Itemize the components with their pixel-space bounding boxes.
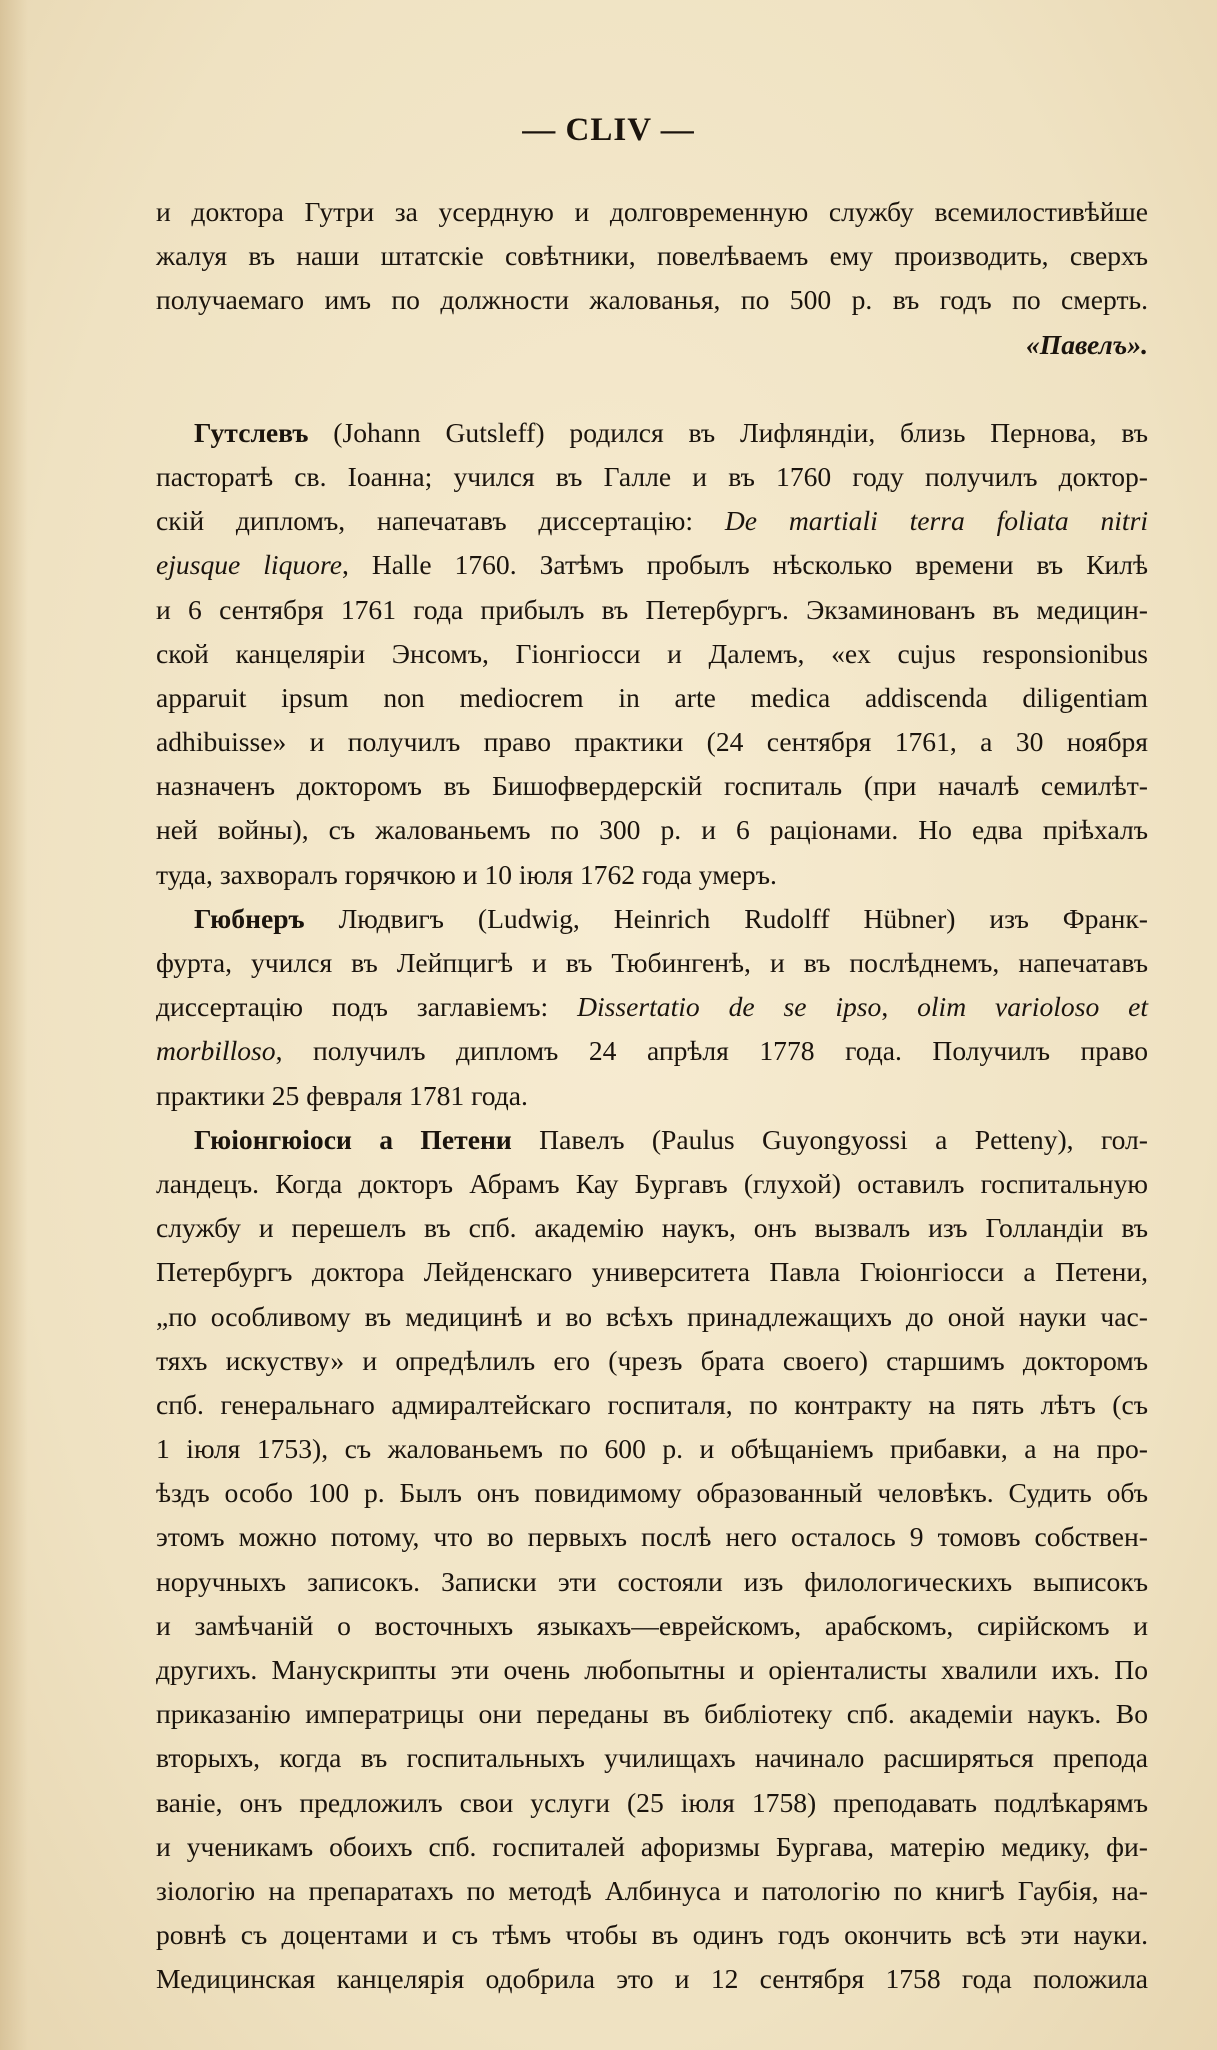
text-line: службу и перешелъ въ спб. академію наукъ, онъ вызвалъ изъ Голландіи въ bbox=[156, 1212, 1148, 1244]
signature-line bbox=[156, 323, 1148, 367]
text-line: фурта, учился въ Лейпцигѣ и въ Тюбингенѣ, и въ послѣднемъ, напечатавъ bbox=[156, 947, 1148, 978]
text-line: назначенъ докторомъ въ Бишофвердерскій госпиталь (при началѣ семилѣт- bbox=[156, 770, 1148, 802]
text-line: диссертацію подъ заглавіемъ: Dissertatio de se ipso, olim varioloso et bbox=[156, 991, 1149, 1023]
text-line: „по особливому въ медицинѣ и во всѣхъ принадлежащихъ до оной науки час- bbox=[156, 1300, 1148, 1332]
text-line: практики 25 февраля 1781 года. bbox=[156, 1079, 528, 1111]
text-line: apparuit ipsum non mediocrem in arte medica addiscenda diligentiam bbox=[156, 681, 1148, 713]
text-line: норучныхъ записокъ. Записки эти состояли изъ филологическихъ выписокъ bbox=[156, 1565, 1148, 1597]
entry-guttslev-start: Гутслевъ (Johann Gutsleff) родился въ Лифляндіи, близь Пернова, въ bbox=[194, 416, 1148, 448]
text-line: туда, захворалъ горячкою и 10 іюля 1762 года умеръ. bbox=[156, 858, 777, 890]
text-line: жалуя въ наши штатскіе совѣтники, повелѣваемъ ему производить, сверхъ bbox=[156, 240, 1148, 272]
text-line: ваніе, онъ предложилъ свои услуги (25 іюля 1758) преподавать подлѣкарямъ bbox=[156, 1786, 1148, 1818]
text-line: ской канцеляріи Энсомъ, Гіонгіосси и Далемъ, «ex cujus responsionibus bbox=[156, 637, 1148, 669]
text-line: ровнѣ съ доцентами и съ тѣмъ чтобы въ одинъ годъ окончить всѣ эти науки. bbox=[156, 1919, 1148, 1951]
text-line: ѣздъ особо 100 р. Былъ онъ повидимому образованный человѣкъ. Судить объ bbox=[156, 1477, 1148, 1509]
text-line: вторыхъ, когда въ госпитальныхъ училищахъ начинало расширяться препода bbox=[156, 1742, 1148, 1774]
text-line: спб. генеральнаго адмиралтейскаго госпиталя, по контракту на пять лѣтъ (съ bbox=[156, 1388, 1148, 1420]
entry-guyongyossi-start: Гюіонгюіоси а Петени Павелъ (Paulus Guyongyossi a Petteny), гол- bbox=[194, 1123, 1148, 1155]
page-number: — CLIV — bbox=[522, 112, 695, 148]
text-line: приказанію императрицы они переданы въ библіотеку спб. академіи наукъ. Во bbox=[156, 1698, 1148, 1730]
text-line: получаемаго имъ по должности жалованья, по 500 р. въ годъ по смерть. bbox=[156, 284, 1148, 316]
text-line: другихъ. Манускрипты эти очень любопытны и оріенталисты хвалили ихъ. По bbox=[156, 1654, 1148, 1685]
entry-hubner-start: Гюбнеръ Людвигъ (Ludwig, Heinrich Rudolff Hübner) изъ Франк- bbox=[194, 902, 1148, 934]
paragraph-gap bbox=[156, 367, 1148, 411]
text-line: и доктора Гутри за усердную и долговременную службу всемилостивѣйше bbox=[156, 196, 1148, 227]
text-line: скій дипломъ, напечатавъ диссертацію: De martiali terra foliata nitri bbox=[156, 505, 1148, 537]
text-line: этомъ можно потому, что во первыхъ послѣ него осталось 9 томовъ собствен- bbox=[156, 1521, 1148, 1553]
text-line: ландецъ. Когда докторъ Абрамъ Кау Бургавъ (глухой) оставилъ госпитальную bbox=[156, 1167, 1148, 1199]
text-line: 1 іюля 1753), съ жалованьемъ по 600 р. и обѣщаніемъ прибавки, а на про- bbox=[156, 1433, 1148, 1465]
text-line: и замѣчаній о восточныхъ языкахъ—еврейскомъ, арабскомъ, сирійскомъ и bbox=[156, 1609, 1148, 1641]
text-line: и ученикамъ обоихъ спб. госпиталей афоризмы Бургава, матерію медику, фи- bbox=[156, 1830, 1148, 1862]
text-line: Петербургъ доктора Лейденскаго университета Павла Гюіонгіосси а Петени, bbox=[156, 1256, 1148, 1288]
page-text bbox=[156, 190, 1148, 2002]
text-line: Медицинская канцелярія одобрила это и 12 сентября 1758 года положила bbox=[156, 1963, 1148, 1995]
text-line: тяхъ искуству» и опредѣлилъ его (чрезъ брата своего) старшимъ докторомъ bbox=[156, 1344, 1148, 1376]
text-line: пасторатѣ св. Іоанна; учился въ Галле и въ 1760 году получилъ доктор- bbox=[156, 460, 1148, 492]
entry-name: Гюбнеръ bbox=[194, 902, 305, 934]
text-line: зіологію на препаратахъ по методѣ Албинуса и патологію по книгѣ Гаубія, на- bbox=[156, 1874, 1148, 1906]
text-line: ejusque liquore, Halle 1760. Затѣмъ пробылъ нѣсколько времени въ Килѣ bbox=[156, 549, 1148, 581]
text-line: ней войны), съ жалованьемъ по 300 р. и 6 раціонами. Но едва пріѣхалъ bbox=[156, 814, 1148, 846]
entry-name: Гутслевъ bbox=[194, 416, 309, 448]
text-line: и 6 сентября 1761 года прибылъ въ Петербургъ. Экзаминованъ въ медицин- bbox=[156, 593, 1148, 625]
entry-name: Гюіонгюіоси а Петени bbox=[194, 1123, 512, 1155]
page-binding-shadow bbox=[0, 0, 28, 2050]
text-line: adhibuisse» и получилъ право практики (24 сентября 1761, а 30 ноября bbox=[156, 726, 1148, 758]
text-line: morbilloso, получилъ дипломъ 24 апрѣля 1778 года. Получилъ право bbox=[156, 1035, 1148, 1067]
signature: «Павелъ». bbox=[1025, 328, 1148, 360]
